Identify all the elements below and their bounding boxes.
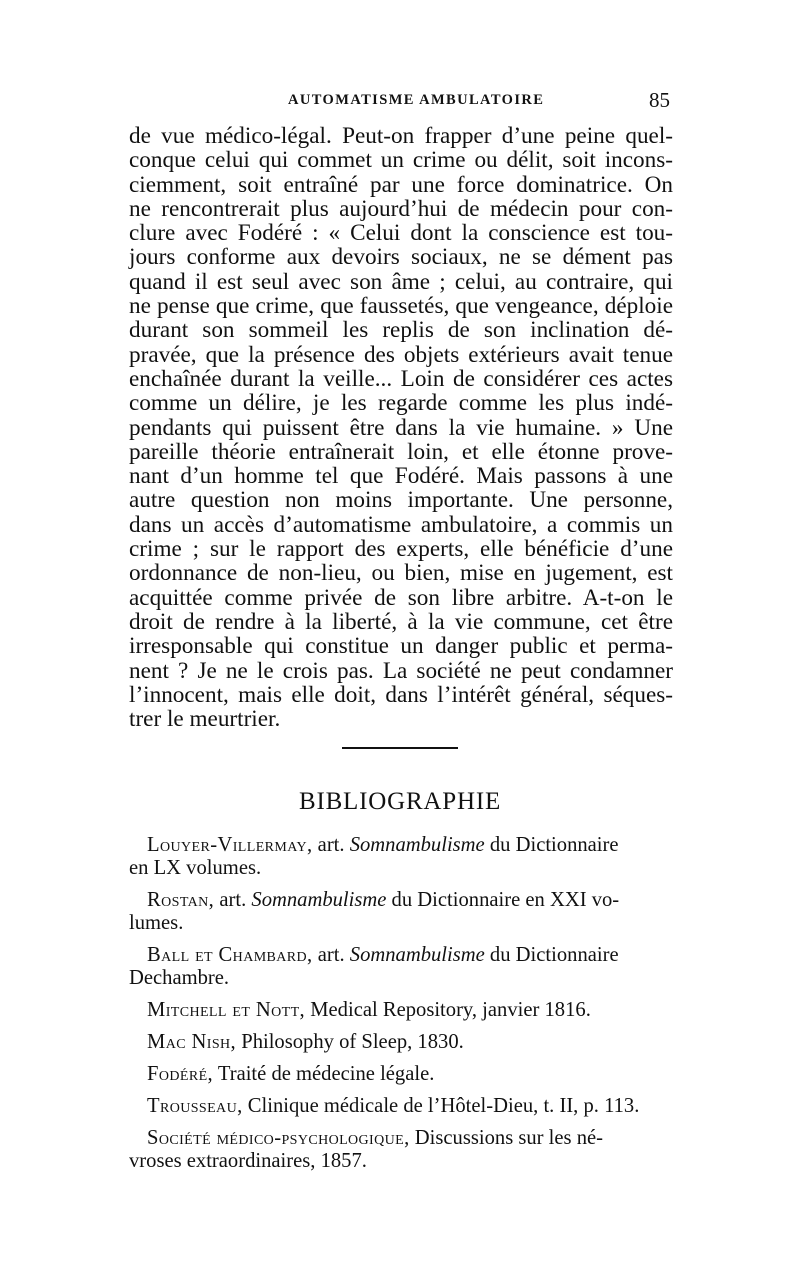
text-line: l’innocent, mais elle doit, dans l’intérêt général, séques- bbox=[129, 681, 673, 708]
entry-author: Louyer-Villermay, bbox=[147, 834, 313, 856]
entry-text: Discussions sur les né- bbox=[409, 1127, 603, 1149]
entry-author: Rostan, bbox=[147, 889, 215, 911]
text-line: dans un accès d’automatisme ambulatoire, a commis un bbox=[129, 511, 673, 538]
entry-text: Philosophy of Sleep, 1830. bbox=[236, 1031, 464, 1053]
entry-text: du Dictionnaire bbox=[484, 944, 619, 966]
bibliography-list bbox=[129, 834, 675, 1182]
bibliography-entry bbox=[129, 834, 675, 880]
entry-author: Fodéré, bbox=[147, 1063, 214, 1085]
entry-text: Medical Repository, janvier 1816. bbox=[305, 999, 591, 1021]
text-line: comme un délire, je les regarde comme les plus indé- bbox=[129, 390, 673, 417]
text-line: de vue médico-légal. Peut-on frapper d’une peine quel- bbox=[129, 123, 673, 149]
entry-text: art. bbox=[312, 944, 350, 966]
bibliography-entry bbox=[129, 944, 675, 990]
page-number: 85 bbox=[649, 88, 670, 112]
entry-continuation: Dechambre. bbox=[129, 967, 230, 989]
text-line: pravée, que la présence des objets extérieurs avait tenue bbox=[129, 341, 673, 368]
text-line: ne pense que crime, que faussetés, que vengeance, déploie bbox=[129, 293, 673, 320]
text-line: nent ? Je ne le crois pas. La société ne peut condamner bbox=[129, 657, 673, 684]
entry-work: Somnambulisme bbox=[349, 834, 485, 856]
entry-author: Ball et Chambard, bbox=[147, 944, 313, 966]
bibliography-entry bbox=[129, 1063, 675, 1086]
text-line: irresponsable qui constitue un danger public et perma- bbox=[129, 633, 673, 660]
entry-work: Somnambulisme bbox=[251, 889, 387, 911]
text-line: droit de rendre à la liberté, à la vie commune, cet être bbox=[129, 608, 673, 635]
section-title: BIBLIOGRAPHIE bbox=[298, 788, 502, 815]
text-line: quand il est seul avec son âme ; celui, au contraire, qui bbox=[129, 268, 673, 295]
entry-author: Société médico-psychologique, bbox=[147, 1127, 410, 1149]
text-line: conque celui qui commet un crime ou délit, soit incons- bbox=[129, 147, 673, 174]
text-line: pendants qui puissent être dans la vie humaine. » Une bbox=[129, 414, 673, 441]
text-line: nant d’un homme tel que Fodéré. Mais passons à une bbox=[129, 463, 673, 490]
entry-text: Clinique médicale de l’Hôtel-Dieu, t. II, p. 113. bbox=[242, 1095, 640, 1117]
running-title: AUTOMATISME AMBULATOIRE bbox=[288, 92, 545, 108]
bibliography-entry bbox=[129, 1095, 675, 1118]
entry-continuation: vroses extraordinaires, 1857. bbox=[129, 1150, 367, 1172]
bibliography-entry bbox=[129, 999, 675, 1022]
entry-continuation: en LX volumes. bbox=[129, 857, 262, 879]
entry-text: du Dictionnaire en XXI vo- bbox=[386, 889, 620, 911]
entry-work: Somnambulisme bbox=[349, 944, 485, 966]
text-line: ciemment, soit entraîné par une force dominatrice. On bbox=[129, 171, 673, 198]
text-line: autre question non moins importante. Une personne, bbox=[129, 487, 673, 514]
text-line: trer le meurtrier. bbox=[129, 706, 281, 733]
entry-author: Mac Nish, bbox=[147, 1031, 237, 1053]
section-divider bbox=[342, 747, 458, 749]
entry-text: Traité de médecine légale. bbox=[213, 1063, 435, 1085]
entry-continuation: lumes. bbox=[129, 912, 184, 934]
entry-author: Mitchell et Nott, bbox=[147, 999, 306, 1021]
text-line: durant son sommeil les replis de son inclination dé- bbox=[129, 317, 673, 344]
bibliography-entry bbox=[129, 1127, 675, 1173]
body-paragraph bbox=[129, 124, 673, 731]
running-header bbox=[130, 88, 670, 116]
text-line: ordonnance de non-lieu, ou bien, mise en jugement, est bbox=[129, 560, 673, 587]
text-line: jours conforme aux devoirs sociaux, ne se dément pas bbox=[129, 244, 673, 271]
entry-text: art. bbox=[214, 889, 252, 911]
entry-text: du Dictionnaire bbox=[484, 834, 619, 856]
text-line: clure avec Fodéré : « Celui dont la conscience est tou- bbox=[129, 220, 673, 247]
text-line: ne rencontrerait plus aujourd’hui de médecin pour con- bbox=[129, 195, 673, 222]
text-line: enchaînée durant la veille... Loin de considérer ces actes bbox=[129, 365, 673, 392]
entry-author: Trousseau, bbox=[147, 1095, 243, 1117]
text-line: pareille théorie entraînerait loin, et elle étonne prove- bbox=[129, 438, 673, 465]
text-line: crime ; sur le rapport des experts, elle bénéficie d’une bbox=[129, 536, 673, 563]
text-line: acquittée comme privée de son libre arbitre. A-t-on le bbox=[129, 584, 673, 611]
bibliography-entry bbox=[129, 889, 675, 935]
entry-text: art. bbox=[312, 834, 350, 856]
bibliography-entry bbox=[129, 1031, 675, 1054]
